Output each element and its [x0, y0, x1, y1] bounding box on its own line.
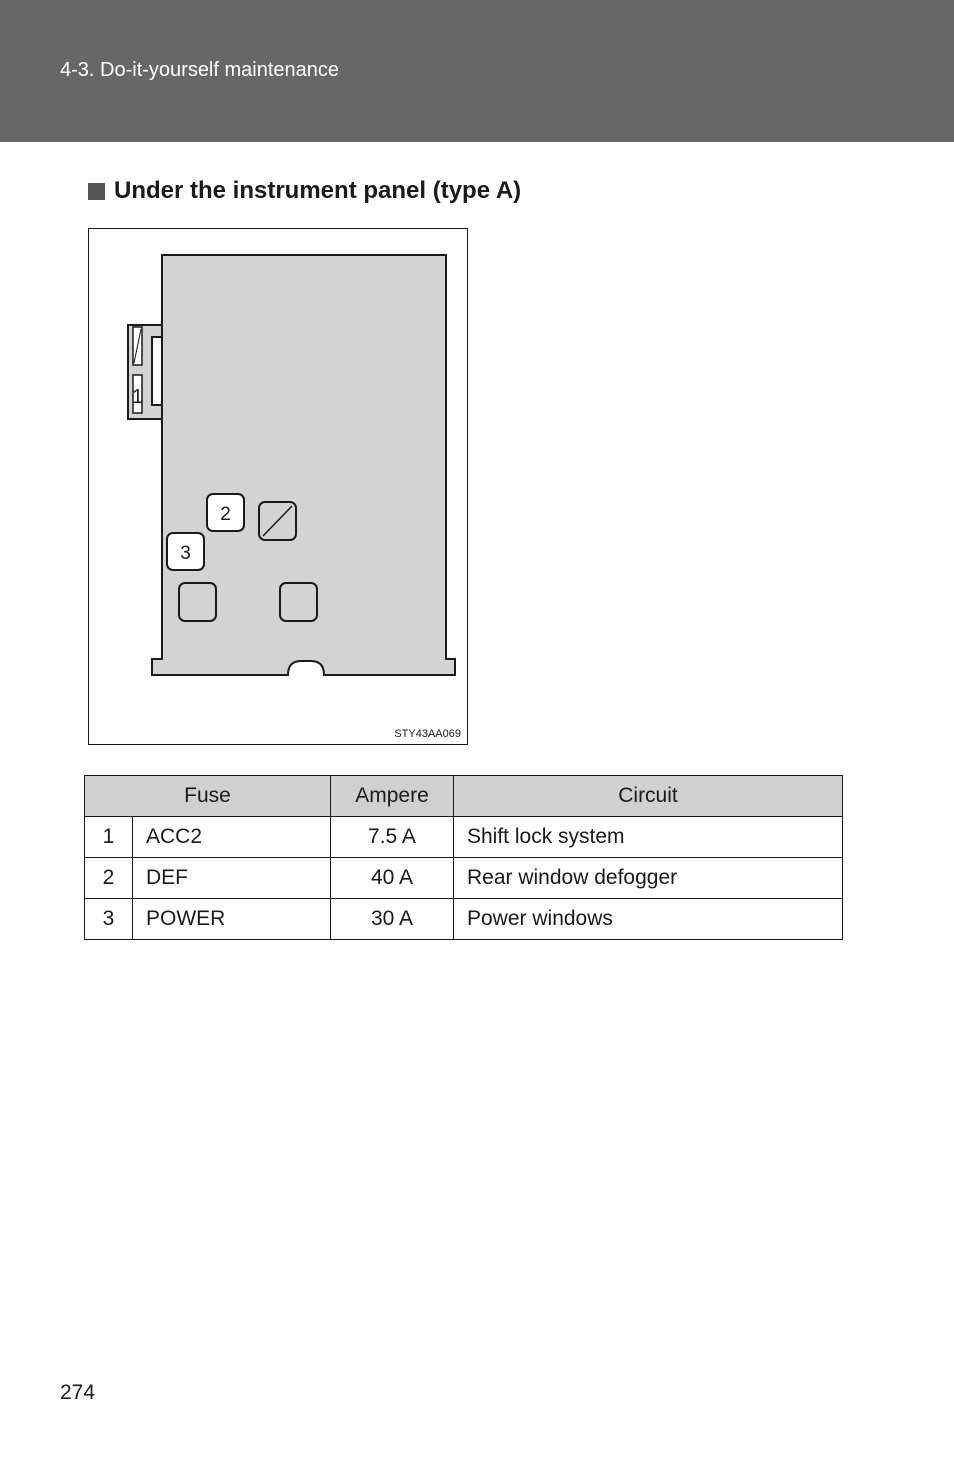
callout-1: 1 — [132, 386, 144, 408]
fuse-circuit: Rear window defogger — [454, 858, 843, 899]
fuse-table — [84, 775, 843, 940]
section-label: 4-3. Do-it-yourself maintenance — [60, 59, 340, 81]
page-number: 274 — [60, 1381, 96, 1404]
fuse-ampere: 40 A — [331, 858, 454, 899]
table-row — [85, 858, 843, 899]
callout-2: 2 — [220, 504, 231, 525]
fuse-slot-empty-right — [280, 583, 317, 621]
header-band — [0, 0, 954, 142]
callout-3: 3 — [180, 543, 191, 564]
fuse-box-diagram — [89, 229, 467, 744]
table-header-row — [85, 776, 843, 817]
fuse-ampere: 30 A — [331, 899, 454, 940]
fuse-name: POWER — [133, 899, 331, 940]
fuse-number: 3 — [85, 899, 133, 940]
fuse-name: DEF — [133, 858, 331, 899]
section-heading — [88, 177, 521, 205]
header-ampere: Ampere — [331, 776, 454, 817]
fuse-number: 1 — [85, 817, 133, 858]
heading-title: Under the instrument panel (type A) — [114, 177, 522, 204]
fuse-slot-empty-left — [179, 583, 216, 621]
fuse-name: ACC2 — [133, 817, 331, 858]
table-row — [85, 817, 843, 858]
figure-code: STY43AA069 — [394, 728, 461, 740]
header-fuse: Fuse — [85, 776, 331, 817]
fuse-circuit: Power windows — [454, 899, 843, 940]
fuse-number: 2 — [85, 858, 133, 899]
fuse-ampere: 7.5 A — [331, 817, 454, 858]
square-bullet-icon — [88, 183, 105, 200]
fuse-box-figure — [88, 228, 468, 745]
fuse-circuit: Shift lock system — [454, 817, 843, 858]
table-row — [85, 899, 843, 940]
header-circuit: Circuit — [454, 776, 843, 817]
